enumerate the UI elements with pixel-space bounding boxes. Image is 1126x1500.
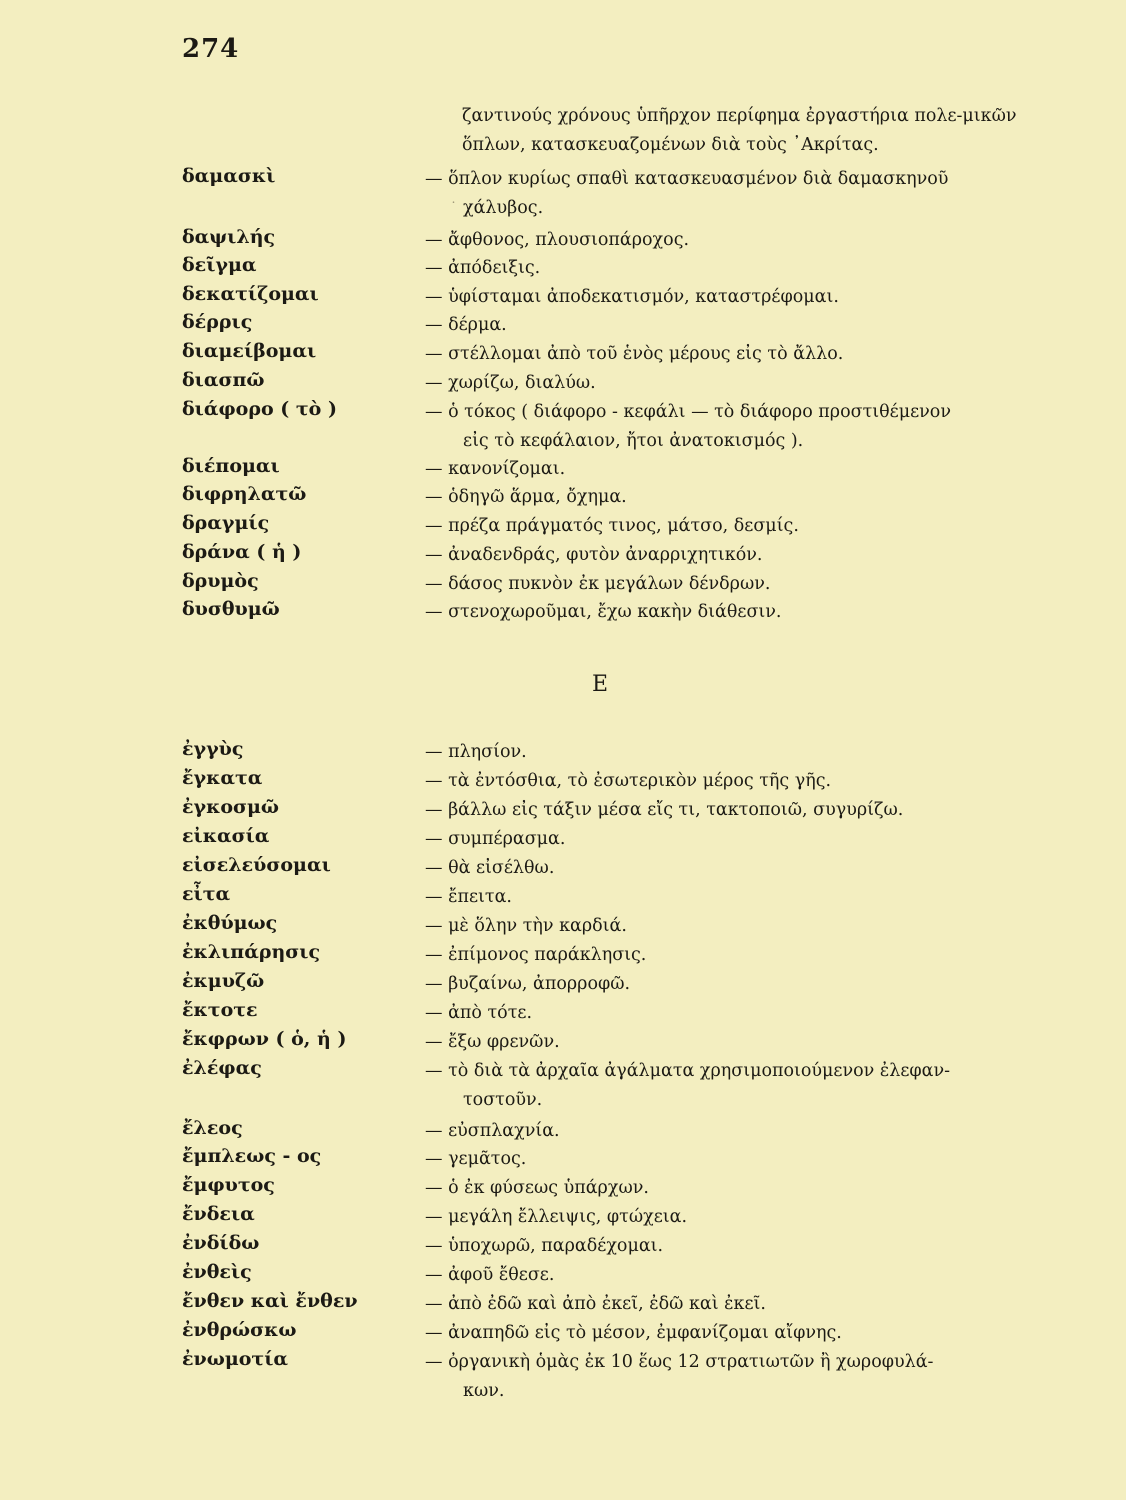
- definition: — ἔξω φρενῶν.: [425, 1032, 560, 1052]
- definition: — ὁδηγῶ ἅρμα, ὄχημα.: [425, 487, 627, 507]
- headword: ἐνωμοτία: [182, 1348, 289, 1370]
- headword: ἔνθεν καὶ ἔνθεν: [182, 1290, 358, 1312]
- definition: — συμπέρασμα.: [425, 829, 566, 849]
- headword: εἰκασία: [182, 825, 270, 847]
- headword: ἔγκατα: [182, 767, 263, 789]
- definition: — κανονίζομαι.: [425, 459, 566, 479]
- definition: — ἄφθονος, πλουσιοπάροχος.: [425, 230, 690, 250]
- headword: ἔκφρων ( ὁ, ἡ ): [182, 1028, 347, 1050]
- headword: ἐνθρώσκω: [182, 1319, 297, 1341]
- stray-mark: ˙: [450, 200, 457, 216]
- headword: διασπῶ: [182, 369, 265, 391]
- headword: ἔμφυτος: [182, 1174, 275, 1196]
- definition: — δέρμα.: [425, 315, 507, 335]
- definition: — ἔπειτα.: [425, 887, 512, 907]
- definition: — στενοχωροῦμαι, ἔχω κακὴν διάθεσιν.: [425, 602, 782, 622]
- definition: — ὑφίσταμαι ἀποδεκατισμόν, καταστρέφομαι.: [425, 287, 839, 307]
- definition: — δάσος πυκνὸν ἐκ μεγάλων δένδρων.: [425, 574, 771, 594]
- headword: δεῖγμα: [182, 254, 257, 276]
- headword: δραγμίς: [182, 512, 270, 534]
- intro-continuation: ζαντινούς χρόνους ὑπῆρχον περίφημα ἐργαστήρια πολε-μικῶν ὅπλων, κατασκευαζομένων διὰ τοὺς ᾿Ακρίτας.: [462, 106, 1017, 155]
- headword: ἐκμυζῶ: [182, 970, 265, 992]
- definition: — ἀναπηδῶ εἰς τὸ μέσον, ἐμφανίζομαι αἴφνης.: [425, 1323, 842, 1343]
- definition: — βάλλω εἰς τάξιν μέσα εἴς τι, τακτοποιῶ, συγυρίζω.: [425, 800, 904, 820]
- definition: — θὰ εἰσέλθω.: [425, 858, 555, 878]
- definition: — ἀπὸ τότε.: [425, 1003, 533, 1023]
- definition: — ἀναδενδράς, φυτὸν ἀναρριχητικόν.: [425, 545, 763, 565]
- definition: — μεγάλη ἔλλειψις, φτώχεια.: [425, 1207, 688, 1227]
- definition: — τὸ διὰ τὰ ἀρχαῖα ἀγάλματα χρησιμοποιούμενον ἐλεφαν- τοστοῦν.: [425, 1061, 951, 1110]
- headword: ἐνθεὶς: [182, 1261, 252, 1283]
- definition: — χωρίζω, διαλύω.: [425, 373, 596, 393]
- headword: ἐκθύμως: [182, 912, 278, 934]
- headword: ἐκλιπάρησις: [182, 941, 321, 963]
- section-letter: Ε: [592, 672, 609, 697]
- definition: — ὁ τόκος ( διάφορο - κεφάλι — τὸ διάφορο προστιθέμενον εἰς τὸ κεφάλαιον, ἤτοι ἀνατοκισμός ).: [425, 402, 951, 451]
- headword: εἶτα: [182, 883, 231, 905]
- headword: δεκατίζομαι: [182, 283, 319, 305]
- definition: — πρέζα πράγματός τινος, μάτσο, δεσμίς.: [425, 516, 799, 536]
- definition: — στέλλομαι ἀπὸ τοῦ ἑνὸς μέρους εἰς τὸ ἄλλο.: [425, 344, 844, 364]
- headword: διέπομαι: [182, 455, 280, 477]
- headword: δρυμὸς: [182, 570, 259, 592]
- definition: — βυζαίνω, ἀπορροφῶ.: [425, 974, 631, 994]
- definition: — μὲ ὅλην τὴν καρδιά.: [425, 916, 627, 936]
- definition: — ὑποχωρῶ, παραδέχομαι.: [425, 1236, 664, 1256]
- headword: ἐγγὺς: [182, 738, 244, 760]
- headword: ἔλεος: [182, 1117, 243, 1139]
- headword: δράνα ( ἡ ): [182, 541, 302, 563]
- definition: — ἀπὸ ἐδῶ καὶ ἀπὸ ἐκεῖ, ἐδῶ καὶ ἐκεῖ.: [425, 1294, 766, 1314]
- definition: — εὐσπλαχνία.: [425, 1121, 560, 1141]
- headword: ἐνδίδω: [182, 1232, 260, 1254]
- definition: — τὰ ἐντόσθια, τὸ ἐσωτερικὸν μέρος τῆς γῆς.: [425, 771, 832, 791]
- definition: — ἀφοῦ ἔθεσε.: [425, 1265, 555, 1285]
- headword: ἔμπλεως - ος: [182, 1145, 322, 1167]
- headword: δαψιλής: [182, 226, 276, 248]
- definition: — πλησίον.: [425, 742, 527, 762]
- definition: — ὁ ἐκ φύσεως ὑπάρχων.: [425, 1178, 649, 1198]
- definition: — ὀργανικὴ ὁμὰς ἐκ 10 ἕως 12 στρατιωτῶν ἢ χωροφυλά- κων.: [425, 1352, 934, 1401]
- headword: εἰσελεύσομαι: [182, 854, 331, 876]
- page-number: 274: [182, 34, 240, 64]
- headword: δυσθυμῶ: [182, 598, 280, 620]
- headword: διάφορο ( τὸ ): [182, 398, 337, 420]
- headword: ἐλέφας: [182, 1057, 262, 1079]
- headword: ἔκτοτε: [182, 999, 258, 1021]
- definition: — ὅπλον κυρίως σπαθὶ κατασκευασμένον διὰ δαμασκηνοῦ χάλυβος.: [425, 169, 949, 218]
- headword: διφρηλατῶ: [182, 483, 307, 505]
- headword: διαμείβομαι: [182, 340, 317, 362]
- definition: — ἐπίμονος παράκλησις.: [425, 945, 647, 965]
- headword: δαμασκὶ: [182, 165, 276, 187]
- definition: — ἀπόδειξις.: [425, 258, 541, 278]
- definition: — γεμᾶτος.: [425, 1149, 527, 1169]
- headword: ἔνδεια: [182, 1203, 255, 1225]
- headword: ἐγκοσμῶ: [182, 796, 280, 818]
- headword: δέρρις: [182, 311, 253, 333]
